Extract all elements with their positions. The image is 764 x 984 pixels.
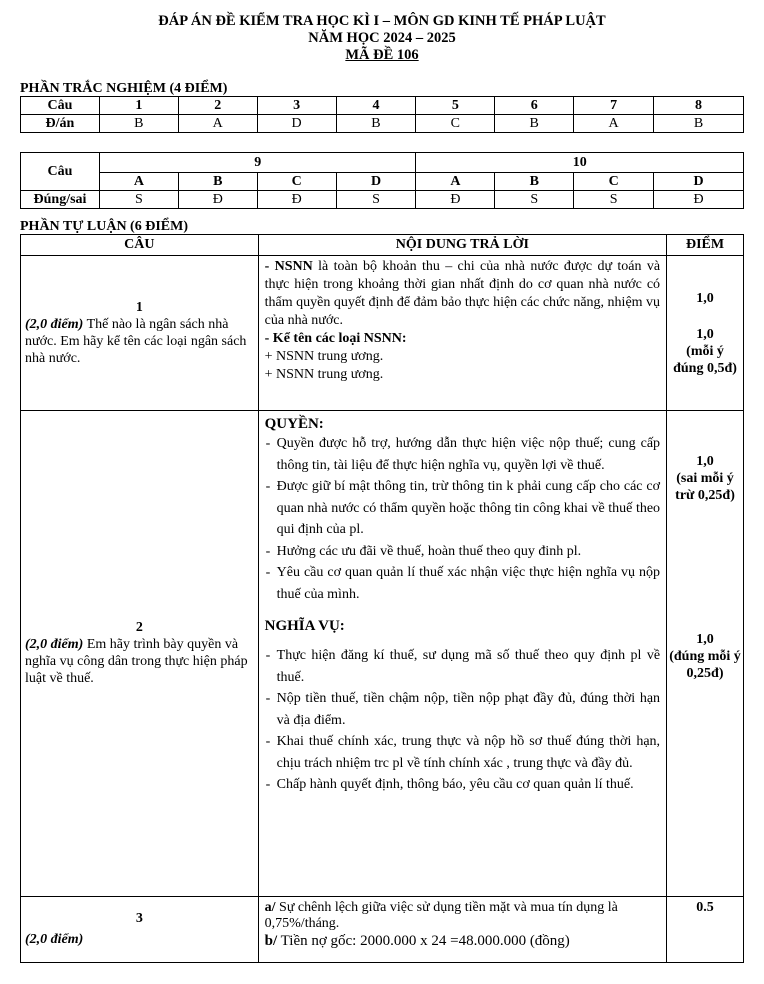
doc-title: ĐÁP ÁN ĐỀ KIỂM TRA HỌC KÌ I – MÔN GD KINH TẾ PHÁP LUẬT bbox=[158, 13, 606, 29]
question-points: (2,0 điểm) bbox=[25, 316, 84, 332]
score-3-cell bbox=[667, 897, 744, 963]
question-number: 8 bbox=[654, 97, 744, 115]
part-a-label: a/ bbox=[264, 900, 276, 915]
rights-item: - Được giữ bí mật thông tin, trừ thông tin k phải cung cấp cho các cơ quan nhà nước có thẩm quyền hoặc thông tin công khai về thuế theo qui định của pl. bbox=[265, 476, 660, 541]
score-value: 1,0 bbox=[696, 291, 714, 306]
rights-item: - Hưởng các ưu đãi về thuế, hoàn thuế theo quy đinh pl. bbox=[265, 541, 660, 563]
question-number: 1 bbox=[99, 97, 178, 115]
answer-cell: A bbox=[574, 115, 654, 133]
tf-sub-row bbox=[21, 173, 744, 191]
rights-item: - Quyền được hỗ trợ, hướng dẫn thực hiện việc nộp thuế; cung cấp thông tin, tài liệu để thực hiện nghĩa vụ, quyền lợi về thuế. bbox=[265, 433, 660, 476]
answer-cell: Đ bbox=[654, 191, 744, 209]
answer-cell: Đ bbox=[416, 191, 495, 209]
question-number: 5 bbox=[416, 97, 495, 115]
score-1-cell bbox=[667, 256, 744, 411]
answer-cell: S bbox=[336, 191, 416, 209]
row-label-question: Câu bbox=[21, 97, 100, 115]
answer-cell: Đ bbox=[257, 191, 336, 209]
sub-statement: A bbox=[99, 173, 178, 191]
score-2-cell bbox=[667, 411, 744, 897]
duties-item: - Khai thuế chính xác, trung thực và nộp hồ sơ thuế đúng thời hạn, chịu trách nhiệm trc pl về tính chính xác , trung thực và đầy đủ. bbox=[265, 731, 660, 774]
score-value: 1,0 bbox=[696, 327, 714, 342]
exam-code: MÃ ĐỀ 106 bbox=[345, 47, 419, 63]
header-cau: CÂU bbox=[21, 235, 259, 256]
sub-statement: B bbox=[495, 173, 574, 191]
question-points: (2,0 điểm) bbox=[25, 637, 84, 652]
answer-cell: B bbox=[654, 115, 744, 133]
answer-definition: là toàn bộ khoản thu – chi của nhà nước được dự toán và thực hiện trong khoảng thời gian nhất định do cơ quan nhà nước có thẩm quyền quyết định để đảm bảo thực hiện các chức năng, nhiệm vụ của nhà nước. bbox=[264, 259, 661, 328]
mc-question-row bbox=[21, 97, 744, 115]
row-label-answer: Đúng/sai bbox=[21, 191, 100, 209]
essay-header-row bbox=[21, 235, 744, 256]
row-label-answer: Đ/án bbox=[21, 115, 100, 133]
question-9-header: 9 bbox=[99, 153, 416, 173]
header-noi-dung: NỘI DUNG TRẢ LỜI bbox=[258, 235, 666, 256]
score-note: (mỗi ý đúng 0,5đ) bbox=[673, 344, 737, 376]
answer-cell: D bbox=[257, 115, 336, 133]
tf-question-row bbox=[21, 153, 744, 173]
question-points: (2,0 điểm) bbox=[25, 932, 84, 947]
sub-statement: D bbox=[654, 173, 744, 191]
section-multiple-choice-title: PHẦN TRẮC NGHIỆM (4 ĐIỂM) bbox=[20, 81, 228, 96]
essay-question-1-row bbox=[21, 256, 744, 411]
school-year: NĂM HỌC 2024 – 2025 bbox=[308, 30, 456, 46]
question-1-cell bbox=[21, 256, 259, 411]
sub-statement: A bbox=[416, 173, 495, 191]
duties-item: - Thực hiện đăng kí thuế, sư dụng mã số thuế theo quy định pl về thuế. bbox=[265, 645, 660, 688]
question-2-cell bbox=[21, 411, 259, 897]
answer-item: + NSNN trung ương. bbox=[264, 367, 384, 382]
score-value: 1,0 bbox=[696, 454, 714, 469]
duties-list bbox=[265, 645, 660, 796]
score-value: 0.5 bbox=[696, 900, 714, 915]
sub-statement: C bbox=[574, 173, 654, 191]
answer-cell: B bbox=[99, 115, 178, 133]
essay-question-2-row bbox=[21, 411, 744, 897]
true-false-table bbox=[20, 152, 744, 209]
question-text: Em hãy trình bày quyền và nghĩa vụ công dân trong thực hiện pháp luật về thuế. bbox=[25, 637, 248, 686]
question-number: 1 bbox=[135, 299, 143, 315]
section-essay-title: PHẦN TỰ LUẬN (6 ĐIỂM) bbox=[20, 219, 188, 234]
sub-statement: B bbox=[178, 173, 257, 191]
score-note: (đúng mỗi ý 0,25đ) bbox=[669, 649, 741, 681]
essay-answer-table bbox=[20, 234, 744, 963]
score-note: (sai mỗi ý trừ 0,25đ) bbox=[675, 471, 735, 503]
mc-answer-table bbox=[20, 96, 744, 133]
question-10-header: 10 bbox=[416, 153, 744, 173]
rights-list bbox=[265, 433, 660, 605]
answer-cell: S bbox=[99, 191, 178, 209]
answer-cell: S bbox=[574, 191, 654, 209]
duties-item: - Nộp tiền thuế, tiền chậm nộp, tiền nộp phạt đầy đủ, đúng thời hạn và địa điểm. bbox=[265, 688, 660, 731]
answer-cell: A bbox=[178, 115, 257, 133]
question-number: 6 bbox=[495, 97, 574, 115]
answer-2-cell bbox=[258, 411, 666, 897]
answer-term: - NSNN bbox=[264, 259, 313, 274]
question-text: Thế nào là ngân sách nhà nước. Em hãy kể tên các loại ngân sách nhà nước. bbox=[25, 316, 247, 366]
duties-item: - Chấp hành quyết định, thông báo, yêu cầu cơ quan quản lí thuế. bbox=[265, 774, 660, 796]
question-number: 3 bbox=[135, 911, 143, 926]
tf-answer-row bbox=[21, 191, 744, 209]
score-value: 1,0 bbox=[696, 632, 714, 647]
answer-cell: S bbox=[495, 191, 574, 209]
answer-1-cell bbox=[258, 256, 666, 411]
rights-heading: QUYỀN: bbox=[264, 416, 324, 432]
mc-answer-row bbox=[21, 115, 744, 133]
question-number: 7 bbox=[574, 97, 654, 115]
question-number: 2 bbox=[135, 620, 143, 635]
question-number: 3 bbox=[257, 97, 336, 115]
duties-heading: NGHĨA VỤ: bbox=[264, 618, 345, 634]
part-a-text: Sự chênh lệch giữa việc sử dụng tiền mặt và mua tín dụng là 0,75%/tháng. bbox=[264, 900, 618, 931]
row-label-question: Câu bbox=[21, 153, 100, 191]
answer-cell: C bbox=[416, 115, 495, 133]
answer-3-cell bbox=[258, 897, 666, 963]
header-diem: ĐIỂM bbox=[667, 235, 744, 256]
answer-cell: B bbox=[336, 115, 416, 133]
rights-item: - Yêu cầu cơ quan quản lí thuế xác nhận việc thực hiện nghĩa vụ nộp thuế của mình. bbox=[265, 562, 660, 605]
part-b-label: b/ bbox=[264, 933, 278, 949]
answer-cell: Đ bbox=[178, 191, 257, 209]
answer-item: + NSNN trung ương. bbox=[264, 349, 384, 364]
question-number: 4 bbox=[336, 97, 416, 115]
sub-statement: D bbox=[336, 173, 416, 191]
question-3-cell bbox=[21, 897, 259, 963]
sub-statement: C bbox=[257, 173, 336, 191]
question-number: 2 bbox=[178, 97, 257, 115]
part-b-text: Tiền nợ gốc: 2000.000 x 24 =48.000.000 (đồng) bbox=[277, 933, 570, 949]
answer-cell: B bbox=[495, 115, 574, 133]
answer-subheading: - Kể tên các loại NSNN: bbox=[264, 331, 407, 346]
essay-question-3-row bbox=[21, 897, 744, 963]
